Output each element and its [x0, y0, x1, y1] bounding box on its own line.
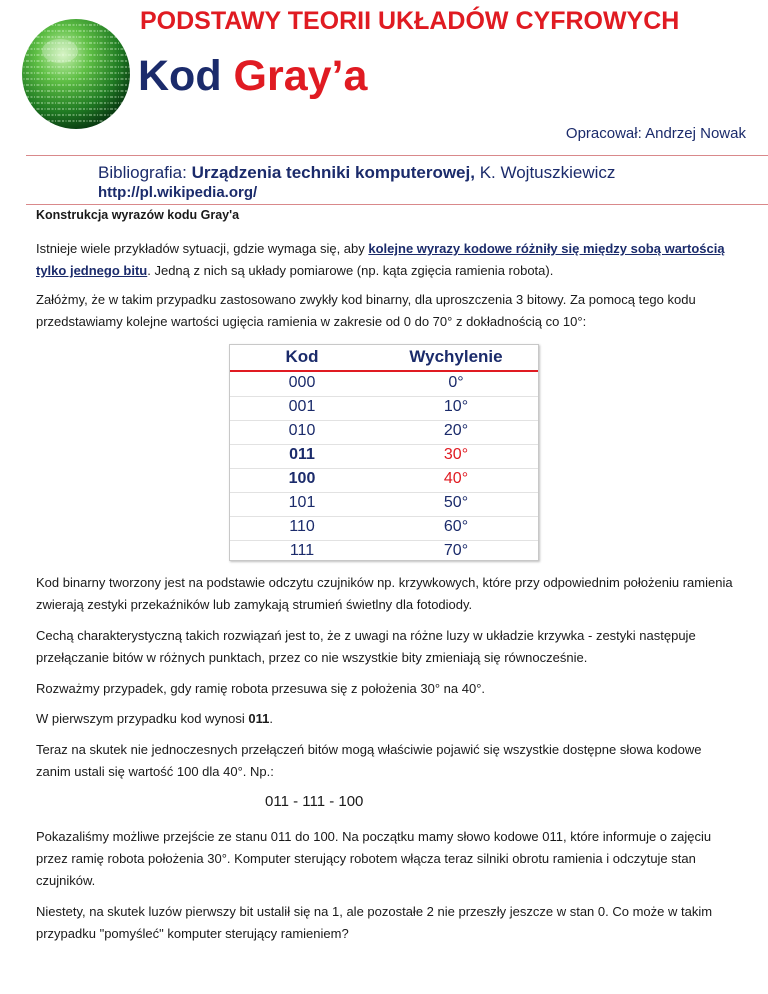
- table-cell-code: 101: [288, 494, 316, 511]
- table-header-code: Kod: [285, 347, 319, 366]
- title-kod: Kod: [138, 52, 222, 100]
- paragraph-6: [36, 708, 736, 730]
- bibliography-label: Bibliografia:: [98, 163, 192, 182]
- table-row: [230, 372, 538, 397]
- table-row: [230, 492, 538, 517]
- table-row: [230, 540, 538, 564]
- table-cell-angle: 70°: [443, 542, 469, 559]
- table-cell-angle: 10°: [443, 398, 469, 415]
- table-row: [230, 444, 538, 469]
- table-row: [230, 468, 538, 493]
- bibliography: [98, 163, 615, 183]
- paragraph-9: Niestety, na skutek luzów pierwszy bit ustalił się na 1, ale pozostałe 2 nie przeszły jeszcze w stan 0. Co może w takim przypadku "pomyśleć" komputer sterujący ramieniem?: [36, 904, 713, 941]
- author-line: Opracował: Andrzej Nowak: [565, 125, 746, 142]
- table-cell-code: 000: [288, 374, 316, 391]
- table-row: [230, 396, 538, 421]
- bibliography-link[interactable]: http://pl.wikipedia.org/: [98, 184, 258, 201]
- section-title: Konstrukcja wyrazów kodu Gray'a: [36, 208, 240, 222]
- table-header-angle: Wychylenie: [409, 347, 503, 366]
- table-cell-code: 111: [289, 542, 315, 559]
- table-cell-angle: 60°: [443, 518, 469, 535]
- table-cell-code: 010: [288, 422, 316, 439]
- code-table: [229, 344, 539, 561]
- course-title: PODSTAWY TEORII UKŁADÓW CYFROWYCH: [140, 7, 680, 35]
- table-cell-code: 011: [289, 446, 315, 463]
- bibliography-book: Urządzenia techniki komputerowej,: [191, 163, 475, 182]
- table-cell-angle: 50°: [443, 494, 469, 511]
- paragraph-1-highlight: kolejne wyrazy kodowe różniły się między sobą wartością tylko jednego bitu: [36, 241, 725, 278]
- paragraph-1-text-a: Istnieje wiele przykładów sytuacji, gdzie wymaga się, aby: [36, 241, 369, 256]
- table-cell-code: 100: [288, 470, 316, 487]
- paragraph-6-text-a: W pierwszym przypadku kod wynosi: [36, 711, 249, 726]
- table-row: [230, 516, 538, 541]
- paragraph-1: [36, 238, 736, 282]
- code-sequence: 011 - 111 - 100: [265, 793, 364, 810]
- paragraph-6-code: 011: [248, 711, 270, 726]
- binary-globe-icon: [20, 17, 132, 131]
- table-cell-angle: 0°: [448, 374, 464, 391]
- paragraph-3: Kod binarny tworzony jest na podstawie odczytu czujników np. krzywkowych, które przy odpowiednim położeniu ramienia zwierają zestyki przekaźników lub zamykają strumień świetlny dla fotodiody.: [36, 575, 733, 612]
- table-cell-code: 001: [288, 398, 316, 415]
- divider-top: [26, 155, 768, 156]
- bibliography-author: K. Wojtuszkiewicz: [474, 163, 616, 182]
- paragraph-5: Rozważmy przypadek, gdy ramię robota przesuwa się z położenia 30° na 40°.: [36, 681, 486, 696]
- paragraph-4: Cechą charakterystyczną takich rozwiązań jest to, że z uwagi na różne luzy w układzie krzywka - zestyki następuje przełączanie bitów w różnych punktach, przez co nie wszystkie bity zmieniają się równocześnie.: [36, 628, 696, 665]
- divider-bottom: [26, 204, 768, 205]
- table-cell-angle: 40°: [443, 470, 469, 487]
- title-gray: Gray’a: [233, 52, 368, 100]
- table-cell-angle: 20°: [443, 422, 469, 439]
- table-cell-code: 110: [289, 518, 315, 535]
- paragraph-1-text-b: . Jedną z nich są układy pomiarowe (np. kąta zgięcia ramienia robota).: [147, 263, 554, 278]
- paragraph-8: Pokazaliśmy możliwe przejście ze stanu 011 do 100. Na początku mamy słowo kodowe 011, które informuje o zajęciu przez ramię robota położenia 30°. Komputer sterujący robotem włącza teraz silniki obrotu ramienia i odczytuje stan czujników.: [36, 829, 712, 888]
- paragraph-7: Teraz na skutek nie jednoczesnych przełączeń bitów mogą właściwie pojawić się wszystkie dostępne słowa kodowe zanim ustali się wartość 100 dla 40°. Np.:: [36, 742, 702, 779]
- table-cell-angle: 30°: [443, 446, 469, 463]
- table-row: [230, 420, 538, 445]
- paragraph-2: Załóżmy, że w takim przypadku zastosowano zwykły kod binarny, dla uproszczenia 3 bitowy. Za pomocą tego kodu przedstawiamy kolejne wartości ugięcia ramienia w zakresie od 0 do 70° z dokładnością co 10°:: [36, 292, 696, 329]
- paragraph-6-text-b: .: [269, 711, 274, 726]
- document-title: [138, 52, 367, 101]
- table-header: [230, 345, 538, 372]
